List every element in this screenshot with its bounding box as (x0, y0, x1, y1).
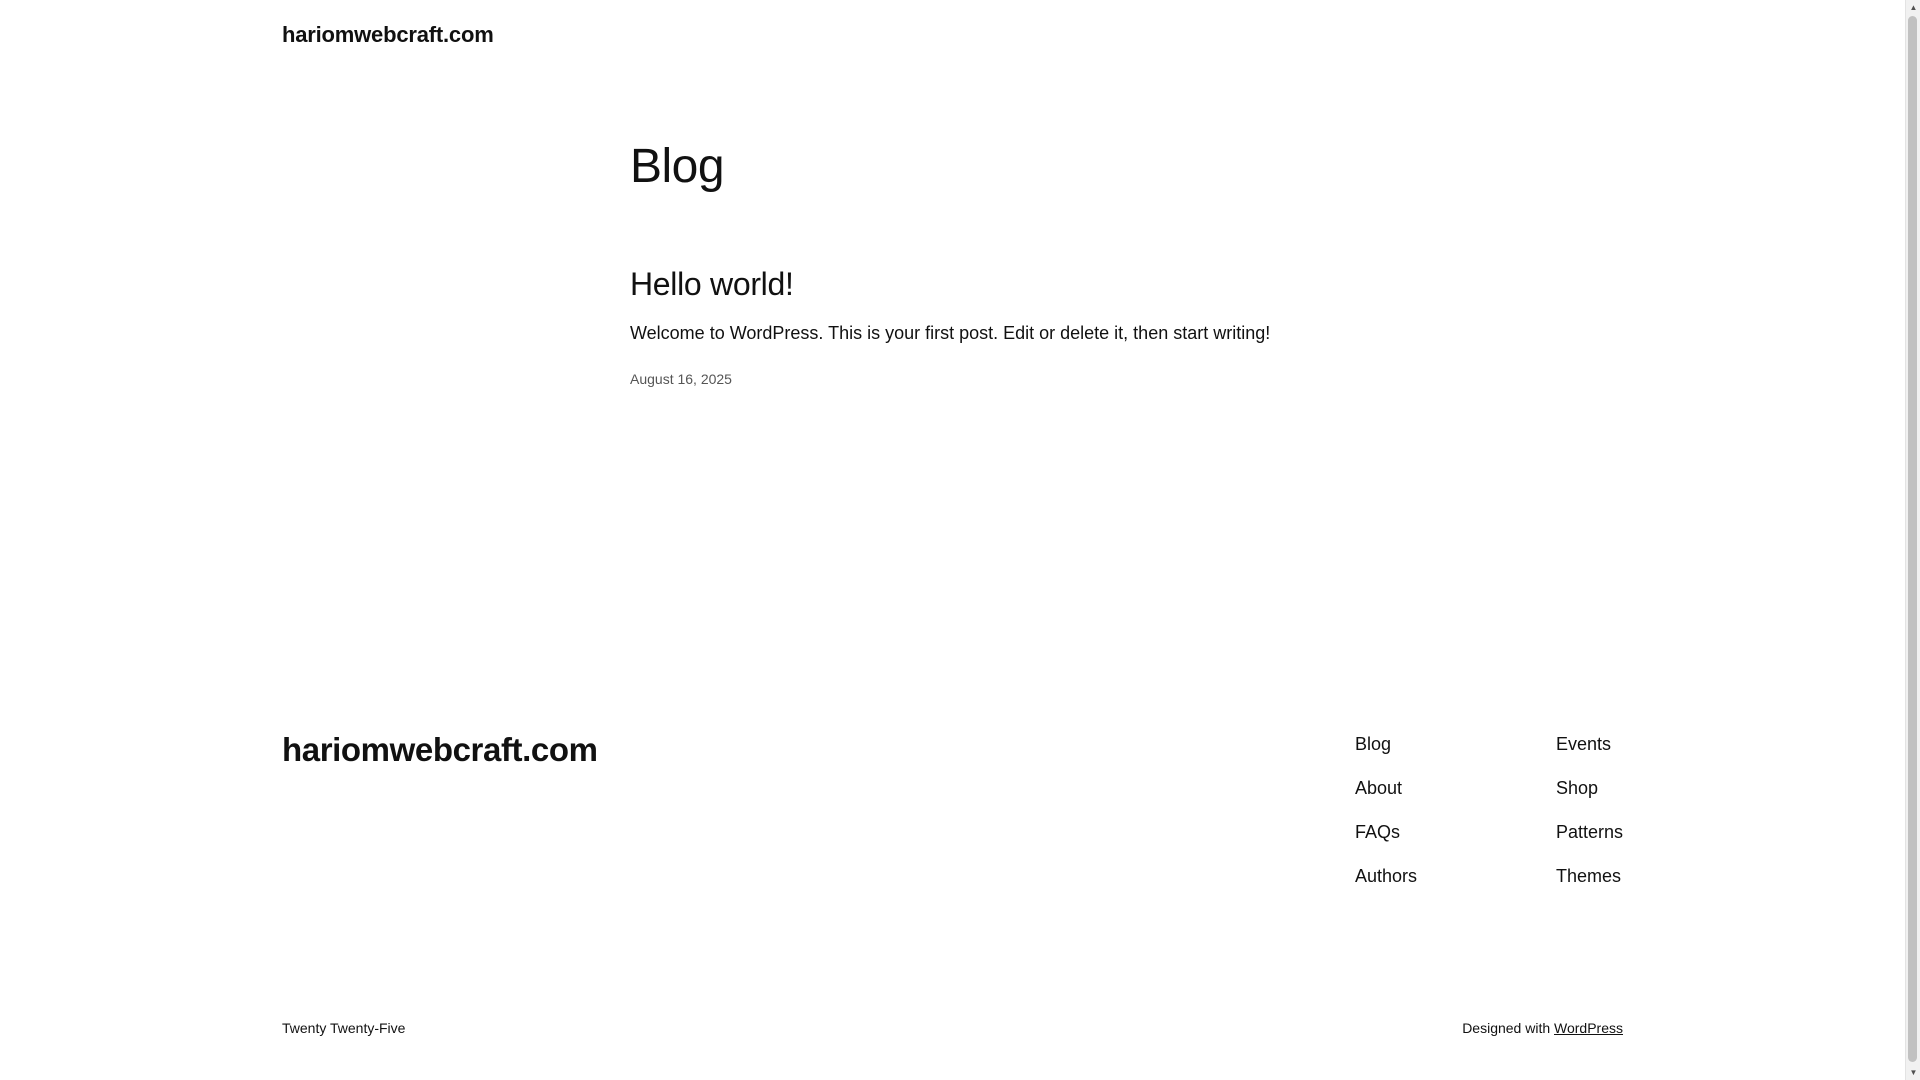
header-site-title-link[interactable]: hariomwebcraft.com (282, 22, 494, 47)
designed-with-label: Designed with (1462, 1020, 1555, 1036)
footer-nav-shop[interactable]: Shop (1556, 778, 1599, 798)
wordpress-link[interactable]: WordPress (1554, 1020, 1623, 1036)
footer-nav-authors[interactable]: Authors (1355, 866, 1418, 886)
designed-with-credit (1462, 1018, 1623, 1038)
post-item (630, 262, 1330, 389)
scroll-down-arrow-icon[interactable]: ▼ (1909, 1068, 1918, 1077)
footer-nav-themes[interactable]: Themes (1556, 866, 1622, 886)
scrollbar-thumb[interactable] (1908, 16, 1917, 1062)
vertical-scrollbar[interactable] (1905, 0, 1920, 1080)
footer-nav-column-2 (1556, 730, 1623, 906)
page-title: Blog (630, 140, 725, 193)
footer-nav-patterns[interactable]: Patterns (1556, 822, 1624, 842)
footer-nav-blog[interactable]: Blog (1355, 734, 1392, 754)
footer-nav-column-1 (1355, 730, 1417, 906)
main-content (630, 130, 1330, 389)
theme-credit: Twenty Twenty-Five (282, 1020, 406, 1036)
post-excerpt: Welcome to WordPress. This is your first post. Edit or delete it, then start writing! (630, 323, 1271, 343)
post-title (630, 262, 1330, 306)
footer-nav-faqs[interactable]: FAQs (1355, 822, 1401, 842)
post-date-link[interactable]: August 16, 2025 (630, 371, 732, 387)
footer-nav-events[interactable]: Events (1556, 734, 1612, 754)
site-header (282, 18, 1622, 52)
footer-nav-about[interactable]: About (1355, 778, 1403, 798)
scroll-up-arrow-icon[interactable]: ▲ (1909, 3, 1918, 12)
post-date (630, 369, 1330, 389)
footer-site-title-link[interactable]: hariomwebcraft.com (282, 731, 598, 768)
post-title-link[interactable]: Hello world! (630, 266, 794, 302)
